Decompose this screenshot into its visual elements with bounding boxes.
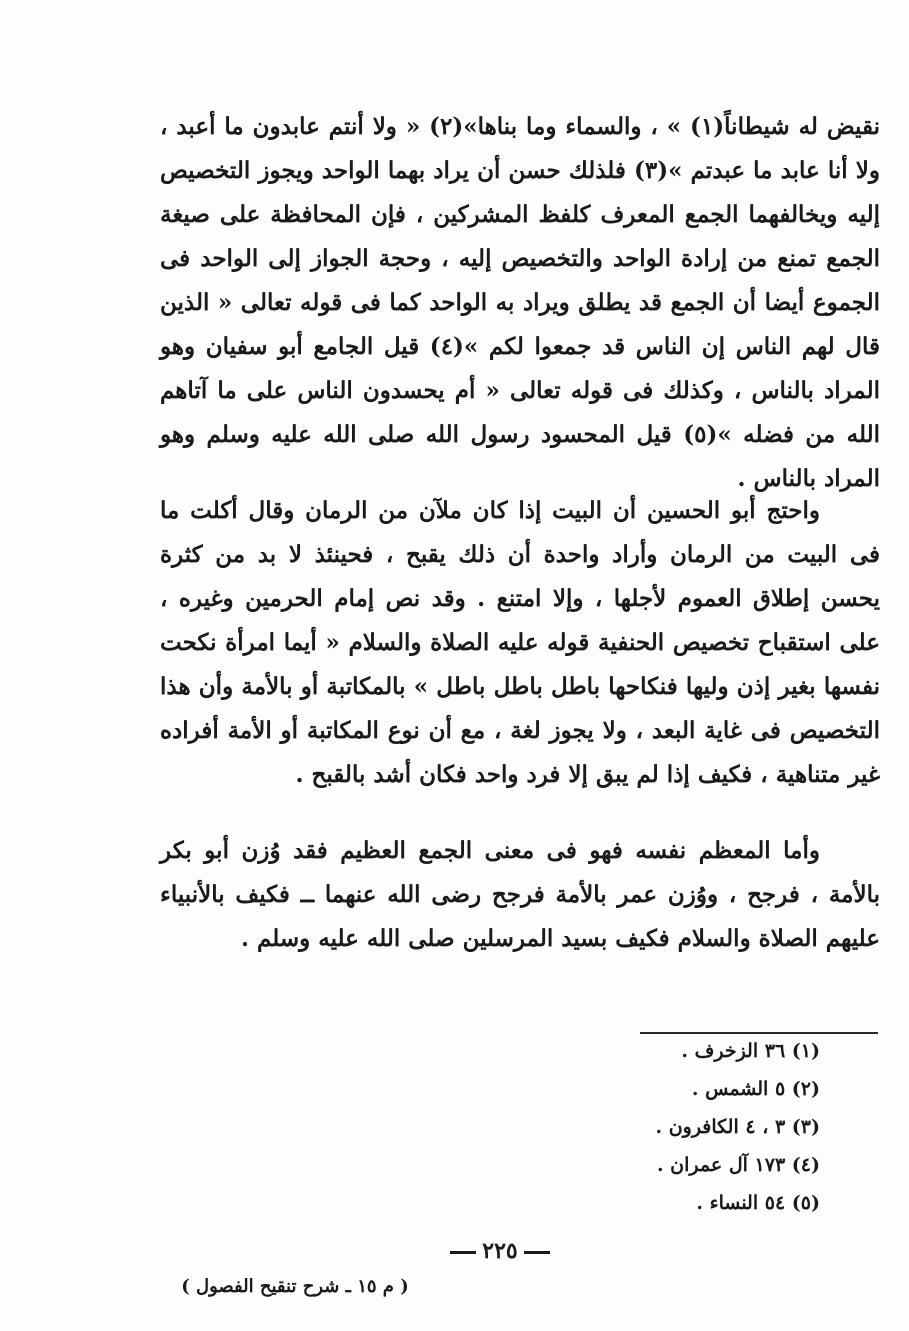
running-footer: ( م ١٥ ـ شرح تنقيح الفصول ) [181, 1276, 409, 1297]
dash-decoration [524, 1251, 550, 1254]
footnote-5: (٥) ٥٤ النساء . [696, 1192, 820, 1214]
body-paragraph-1: نقيض له شيطاناً(١) » ، والسماء وما بناها»(٢) « ولا أنتم عابدون ما أعبد ، ولا أنا عابد ما عبدتم »(٣) فلذلك حسن أن يراد بهما الواحد ويجوز التخصيص إليه ويخالفهما الجمع المعرف كلفظ المشركين ، فإن المحافظة على صيغة الجمع تمنع من إرادة الواحد والتخصيص إليه ، وحجة الجواز إلى الواحد فى الجموع أيضا أن الجمع قد يطلق ويراد به الواحد كما فى قوله تعالى « الذين قال لهم الناس إن الناس قد جمعوا لكم »(٤) قيل الجامع أبو سفيان وهو المراد بالناس ، وكذلك فى قوله تعالى « أم يحسدون الناس على ما آتاهم الله من فضله »(٥) قيل المحسود رسول الله صلى الله عليه وسلم وهو المراد بالناس . [160, 113, 880, 492]
dash-decoration [450, 1251, 476, 1254]
body-paragraph-3: وأما المعظم نفسه فهو فى معنى الجمع العظيم فقد وُزن أبو بكر بالأمة ، فرجح ، ووُزن عمر بالأمة فرجح رضى الله عنهما ــ فكيف بالأنبياء عليهم الصلاة والسلام فكيف بسيد المرسلين صلى الله عليه وسلم . [160, 837, 880, 952]
body-paragraph-2: واحتج أبو الحسين أن البيت إذا كان ملآن من الرمان وقال أكلت ما فى البيت من الرمان وأراد واحدة أن ذلك يقبح ، فحينئذ لا بد من كثرة يحسن إطلاق العموم لأجلها ، وإلا امتنع . وقد نص إمام الحرمين وغيره ، على استقباح تخصيص الحنفية قوله عليه الصلاة والسلام « أيما امرأة نكحت نفسها بغير إذن وليها فنكاحها باطل باطل باطل » بالمكاتبة أو بالأمة وأن هذا التخصيص فى غاية البعد ، ولا يجوز لغة ، مع أن نوع المكاتبة أو الأمة أفراده غير متناهية ، فكيف إذا لم يبق إلا فرد واحد فكان أشد بالقبح . [160, 497, 880, 788]
footnote-2: (٢) ٥ الشمس . [691, 1078, 820, 1100]
page-number-text: ٢٢٥ [482, 1238, 518, 1264]
footnote-1: (١) ٣٦ الزخرف . [681, 1040, 820, 1062]
footnote-3: (٣) ٣ ، ٤ الكافرون . [655, 1116, 820, 1138]
footnote-4: (٤) ١٧٣ آل عمران . [656, 1154, 820, 1176]
page-number [400, 1238, 600, 1264]
footnotes-list [560, 1032, 820, 1222]
